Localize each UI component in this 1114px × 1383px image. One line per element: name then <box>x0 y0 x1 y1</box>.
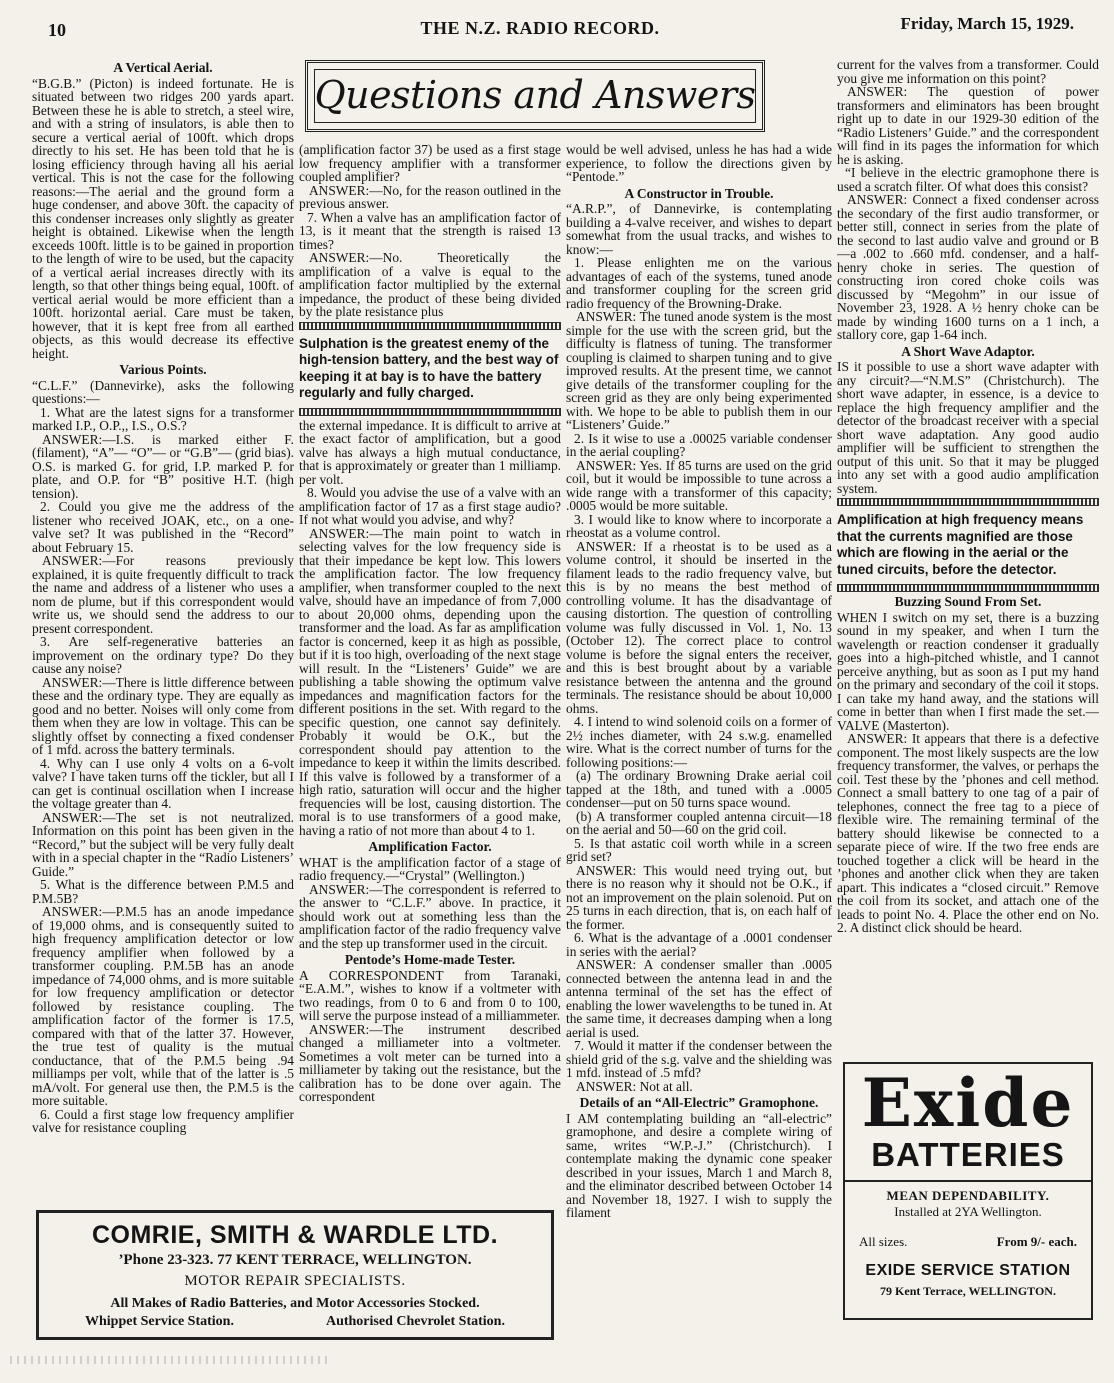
heading-various-points: Various Points. <box>119 362 207 377</box>
advert-comrie-smith-wardle <box>36 1210 554 1340</box>
heading-amplification-factor: Amplification Factor. <box>368 839 492 854</box>
question-text: I AM contemplating building an “all-electric” gramophone, and desire a complete wiring of same, writes “W.P.-J.” (Christchurch). I contemplate making the dynamic cone speaker described in your issues, March 1 and March 8, and the eliminator described between October 14 and November 18, 1927. I wish to supply the filament <box>566 1110 832 1220</box>
heading-vertical-aerial: A Vertical Aerial. <box>113 60 213 75</box>
answer-text: ANSWER: The question of power transformers and eliminators has been brought right up to date in our 1929-30 edition of the “Radio Listeners’ Guide.” and the correspondent will find in its pages the information for which he is asking. <box>837 84 1099 167</box>
article-text: (amplification factor 37) be used as a first stage low frequency amplifier with a transformer coupled amplifier? <box>299 143 561 184</box>
answer-text: ANSWER: If a rheostat is to be used as a volume control, it should be inserted in the filament leads to the radio frequency valve, but this is by no means the best method of controlling volume. It has the disadvantage of causing distortion. The question of controlling volume was fully discussed in Vol. 1, No. 13 (October 12). The correct place to control volume is before the signal enters the receiver, and this is best brought about by a variable resistance between the antenna and the ground terminals. The resistance should be about 10,000 ohms. <box>566 538 832 716</box>
issue-date: Friday, March 15, 1929. <box>900 14 1074 33</box>
question-text: 6. Could a first stage low frequency amplifier valve for resistance coupling <box>32 1106 294 1135</box>
article-text: “A.R.P.”, of Dannevirke, is contemplating building a 4-valve receiver, and wishes to depart somewhat from the usual tracks, and wishes to know:— <box>566 201 832 257</box>
pull-quote-amplification: Amplification at high frequency means that the currents magnified are those which are flowing in the aerial or the tuned circuits, before the detector. <box>837 512 1084 577</box>
exide-tagline: MEAN DEPENDABILITY. <box>886 1188 1050 1203</box>
page-number: 10 <box>48 20 66 40</box>
answer-text: ANSWER: The tuned anode system is the most simple for the use with the screen grid, but the difficulty is flatness of tuning. The transformer coupling is claimed to sharpen tuning and to give improved results. At the present time, we cannot give details of the transformer coupling for the screen grid as they are only being experimented with. We hope to be able to publish them in our “Listeners’ Guide.” <box>566 309 832 432</box>
advert-specialists: MOTOR REPAIR SPECIALISTS. <box>184 1273 406 1289</box>
answer-text: ANSWER:—The main point to watch in selecting valves for the low frequency side is that their impedance be kept low. This lowers the amplification factor. The low frequency amplifier, when transformer coupled to the next valve, should have an impedance of from 7,000 to about 20,000 ohms, depending upon the transformer and the load. As far as amplification factor is concerned, keep it as high as possible, but if it is too high, overloading of the next stage will result. In the “Listeners’ Guide” we are publishing a table showing the optimum valve impedances and magnification factors for the different positions in the set. With regard to the specific question, one cannot say definitely. Probably it would be O.K., but the correspondent should pay attention to the impedance to keep it within the limits described. If this valve is followed by a transformer of a high ratio, saturation will occur and the higher frequencies will be lost, causing distortion. The moral is to use transformers of a good make, having a ratio of not more than about 4 to 1. <box>299 525 561 838</box>
advert-whippet: Whippet Service Station. <box>85 1314 234 1329</box>
question-text: A CORRESPONDENT from Taranaki, “E.A.M.”, wishes to know if a voltmeter with two readings, from 0 to 6 and from 0 to 100, will serve the purpose instead of a milliammeter. <box>299 967 561 1023</box>
answer-text: ANSWER: It appears that there is a defective component. The most likely suspects are the low frequency transformer, the valves, or perhaps the coil. Test these by the ’phones and cell method. Connect a small battery to one tag of a pair of telephones, connect the free tag to a piece of flexible wire. The remaining terminal of the battery should likewise be connected to a separate piece of wire. If the two free ends are touched together a click will be heard in the ’phones and another click when they are taken apart. This indicates a “closed circuit.” Remove the coil from its socket, and attach one of the leads to point No. 4. Place the other end on No. 2. A distinct click should be heard. <box>837 731 1099 935</box>
column-1 <box>32 58 294 1208</box>
question-text: IS it possible to use a short wave adapter with any circuit?—“N.M.S” (Christchurch). The short wave adapter, in essence, is a device to replace the high frequency amplifier and the detector of the broadcast receiver with a special short wave adaptation. Any good audio amplifier will be sufficient to strengthen the output of this unit. So that it may be plugged into any set with a good audio amplification system. <box>837 359 1099 496</box>
column-2 <box>299 143 561 1208</box>
advert-stock-line: All Makes of Radio Batteries, and Motor Accessories Stocked. <box>110 1296 480 1311</box>
question-text: “I believe in the electric gramophone there is used a scratch filter. Of what does this consist? <box>837 165 1099 194</box>
question-text: 1. Please enlighten me on the various advantages of each of the systems, tuned anode and transformer coupling for the screen grid radio frequency of the Browning-Drake. <box>566 255 832 311</box>
feature-title: Questions and Answers <box>314 73 756 117</box>
article-text: current for the valves from a transformer. Could you give me information on this point? <box>837 58 1099 86</box>
question-text: WHEN I switch on my set, there is a buzzing sound in my speaker, and when I turn the wavelength or reaction condenser it gradually goes into a high-pitched whistle, and I cannot perceive anything, but as soon as I put my hand on the primary and secondary of the coil it stops. I can take my hand away, and the stations will come in better than when I first made the set.—VALVE (Masterton). <box>837 609 1099 733</box>
pull-quote-sulphation: Sulphation is the greatest enemy of the high-tension battery, and the best way of keeping it at bay is to have the battery regularly and fully charged. <box>299 335 559 400</box>
heading-constructor-trouble: A Constructor in Trouble. <box>624 185 774 201</box>
exide-address: 79 Kent Terrace, WELLINGTON. <box>880 1284 1056 1298</box>
answer-text: ANSWER: A condenser smaller than .0005 connected between the antenna lead in and the antenna terminal of the set has the effect of enabling the lower wavelengths to be tuned in. At the same time, it decreases damping when a long aerial is used. <box>566 957 832 1040</box>
answer-text: ANSWER:—For reasons previously explained, it is quite frequently difficult to track the name and address of a listener who uses a nom de plume, but if this correspondent would write us, we should send the address to our present correspondent. <box>32 553 294 636</box>
heading-buzzing-sound: Buzzing Sound From Set. <box>894 594 1042 609</box>
question-text: 4. Why can I use only 4 volts on a 6-volt valve? I have taken turns off the tickler, but all I can get is continual oscillation when I increase the voltage greater than 4. <box>32 755 294 811</box>
article-text: “C.L.F.” (Dannevirke), asks the following questions:— <box>32 377 294 406</box>
exide-price: From 9/- each. <box>996 1234 1077 1249</box>
article-text: would be well advised, unless he has had a wide experience, to follow the directions given by “Pentode.” <box>566 143 832 184</box>
answer-text: ANSWER: Connect a fixed condenser across the secondary of the first audio transformer, or better still, connect in series from the plate of the second to last audio valve and ground or B—a .002 to .660 mfd. condenser, and a half-henry choke in series. The question of constructing iron cored choke coils was discussed by “Megohm” in our issue of November 23, 1928. A ½ henry choke can be made by winding 1600 turns on a 1 inch, a stallory core, gap 1-64 inch. <box>837 192 1099 342</box>
masthead: THE N.Z. RADIO RECORD. <box>420 18 660 38</box>
exide-price-row <box>845 1234 1091 1250</box>
exide-sizes: All sizes. <box>859 1234 908 1249</box>
exide-logo: Exide <box>861 1064 1075 1142</box>
column-4 <box>837 58 1099 1058</box>
answer-text: ANSWER:—P.M.5 has an anode impedance of 19,000 ohms, and is consequently suited to high frequency amplification detector or low frequency amplifier when followed by a transformer coupling. P.M.5B has an anode impedance of 74,000 ohms, and is more suitable for low frequency amplification or detector followed by resistance coupling. The amplification factor of the former is 17.5, compared with that of the latter 37. However, the true test of quality is the mutual conductance, that of the P.M.5 being .94 milliamps per volt, while that of the latter is .5 mA/volt. For general use then, the P.M.5 is the more suitable. <box>32 904 294 1108</box>
heading-pentode-tester: Pentode’s Home-made Tester. <box>344 952 516 967</box>
column-3 <box>566 143 832 1383</box>
feature-title-box <box>305 60 765 132</box>
answer-text: ANSWER:—The correspondent is referred to the answer to “C.L.F.” above. In practice, it should work out at something less than the amplification factor of the radio frequency valve and the step up transformer used in the circuit. <box>299 881 561 951</box>
answer-text: ANSWER: Not at all. <box>576 1078 693 1094</box>
print-artifact <box>10 1356 330 1364</box>
question-text: WHAT is the amplification factor of a stage of radio frequency.—“Crystal” (Wellington.) <box>299 854 561 883</box>
article-text: “B.G.B.” (Picton) is indeed fortunate. He is situated between two ridges 200 yards apart. Between these he is able to stretch, a steel wire, and with a string of insulators, is able then to secure a vertical aerial of 100ft. which drops directly to his set. He has been told that he is losing efficiency through having all his aerial vertical. This is not the case for the following reasons:—The aerial and the ground form a huge condenser, and above 30ft. the capacity of this condenser increases only slightly as greater height is obtained. Likewise when the length exceeds 100ft. little is to be gained in proportion to the length of wire to be used, but the capacity of a vertical aerial increases directly with its length, so that other things being equal, 100ft. of vertical aerial would be more efficient than a 100ft. horizontal aerial. Care must be taken, however, that it is kept free from all earthed objects, as this would decrease its effective height. <box>32 75 294 361</box>
question-text: 6. What is the advantage of a .0001 condenser in series with the aerial? <box>566 930 832 959</box>
question-text: 4. I intend to wind solenoid coils on a former of 2½ inches diameter, with 24 s.w.g. enamelled wire. What is the correct number of turns for the following positions:— <box>566 714 832 770</box>
advert-exide-batteries <box>843 1062 1093 1320</box>
question-text: 7. Would it matter if the condenser between the shield grid of the s.g. valve and the shielding was 1 mfd. instead of .5 mfd? <box>566 1038 832 1080</box>
question-text: 1. What are the latest signs for a transformer marked I.P., O.P.,, I.S., O.S.? <box>32 404 294 433</box>
question-text: 8. Would you advise the use of a valve with an amplification factor of 17 as a first stage audio? If not what would you advise, and why? <box>299 485 561 527</box>
heading-short-wave-adaptor: A Short Wave Adaptor. <box>901 343 1035 359</box>
question-text: 3. I would like to know where to incorporate a rheostat as a volume control. <box>566 511 832 540</box>
decorative-rule <box>299 408 561 416</box>
answer-text: ANSWER:—The instrument described changed a milliameter into a voltmeter. Sometimes a volt meter can be turned into a milliameter by taking out the resistance, but the calibration has to be done over again. The correspondent <box>299 1021 561 1104</box>
advert-company-name: COMRIE, SMITH & WARDLE LTD. <box>91 1221 499 1249</box>
advert-phone-address: ’Phone 23-323. 77 KENT TERRACE, WELLINGTON. <box>118 1252 472 1268</box>
decorative-rule <box>837 584 1099 592</box>
heading-all-electric-gramophone: Details of an “All-Electric” Gramophone. <box>579 1095 819 1110</box>
decorative-rule <box>299 322 561 330</box>
answer-text: ANSWER:—The set is not neutralized. Information on this point has been given in the “Record,” but the subject will be very fully dealt with in a special chapter in the “Radio Listeners’ Guide.” <box>32 809 294 879</box>
answer-text: ANSWER: This would need trying out, but there is no reason why it should not be O.K., if not an improvement on the plain solenoid. Put on 25 turns in each direction, that is, on each half of the former. <box>566 862 832 932</box>
question-text: 5. Is that astatic coil worth while in a screen grid set? <box>566 835 832 864</box>
question-text: 2. Is it wise to use a .00025 variable condenser in the aerial coupling? <box>566 430 832 459</box>
answer-text: ANSWER:—There is little difference between these and the ordinary type. They are equally as good and no better. Noises will only come from them when they are low in voltage. This can be slightly offset by connecting a fixed condenser of 1 mfd. across the battery terminals. <box>32 674 294 757</box>
decorative-rule <box>837 498 1099 506</box>
answer-text: ANSWER:—No. Theoretically the amplification of a valve is equal to the amplification factor multiplied by the external impedance, the product of these being divided by the plate resistance plus <box>299 250 561 319</box>
question-text: 2. Could you give me the address of the listener who received JOAK, etc., on a one-valve set? It was published in the “Record” about February 15. <box>32 499 294 555</box>
page-header <box>0 0 1114 40</box>
question-text: 7. When a valve has an amplification factor of 13, is it meant that the strength is raised 13 times? <box>299 209 561 252</box>
advert-chevrolet: Authorised Chevrolet Station. <box>325 1314 505 1329</box>
answer-text: ANSWER:—I.S. is marked either F. (filament), “A”— “O”— or “G.B”— (grid bias). O.S. is marked G. for grid, I.P. marked P. for plate, and O.P. for “B” positive H.T. (high tension). <box>32 431 294 501</box>
article-text: (b) A transformer coupled antenna circuit—18 on the aerial and 50—60 on the grid coil. <box>566 808 832 837</box>
advert-service-line <box>39 1314 551 1330</box>
answer-text: ANSWER:—No, for the reason outlined in the previous answer. <box>299 182 561 211</box>
exide-service-station: EXIDE SERVICE STATION <box>865 1262 1071 1279</box>
answer-text: ANSWER: Yes. If 85 turns are used on the grid coil, but it would be impossible to tune across a wide range with a transformer of this capacity; .0005 would be more suitable. <box>566 457 832 513</box>
question-text: 5. What is the difference between P.M.5 and P.M.5B? <box>32 877 294 906</box>
question-text: 3. Are self-regenerative batteries an improvement on the ordinary type? Do they cause any noise? <box>32 634 294 676</box>
exide-batteries-word: BATTERIES <box>871 1136 1065 1173</box>
exide-installed: Installed at 2YA Wellington. <box>894 1204 1042 1219</box>
article-text: the external impedance. It is difficult to arrive at the exact factor of amplification, but a good valve has always a high mutual conductance, that is approximately or greater than 1 milliamp. per volt. <box>299 417 561 487</box>
article-text: (a) The ordinary Browning Drake aerial coil tapped at the 18th, and tuned with a .0005 condenser—put on 50 turns space wound. <box>566 768 832 810</box>
